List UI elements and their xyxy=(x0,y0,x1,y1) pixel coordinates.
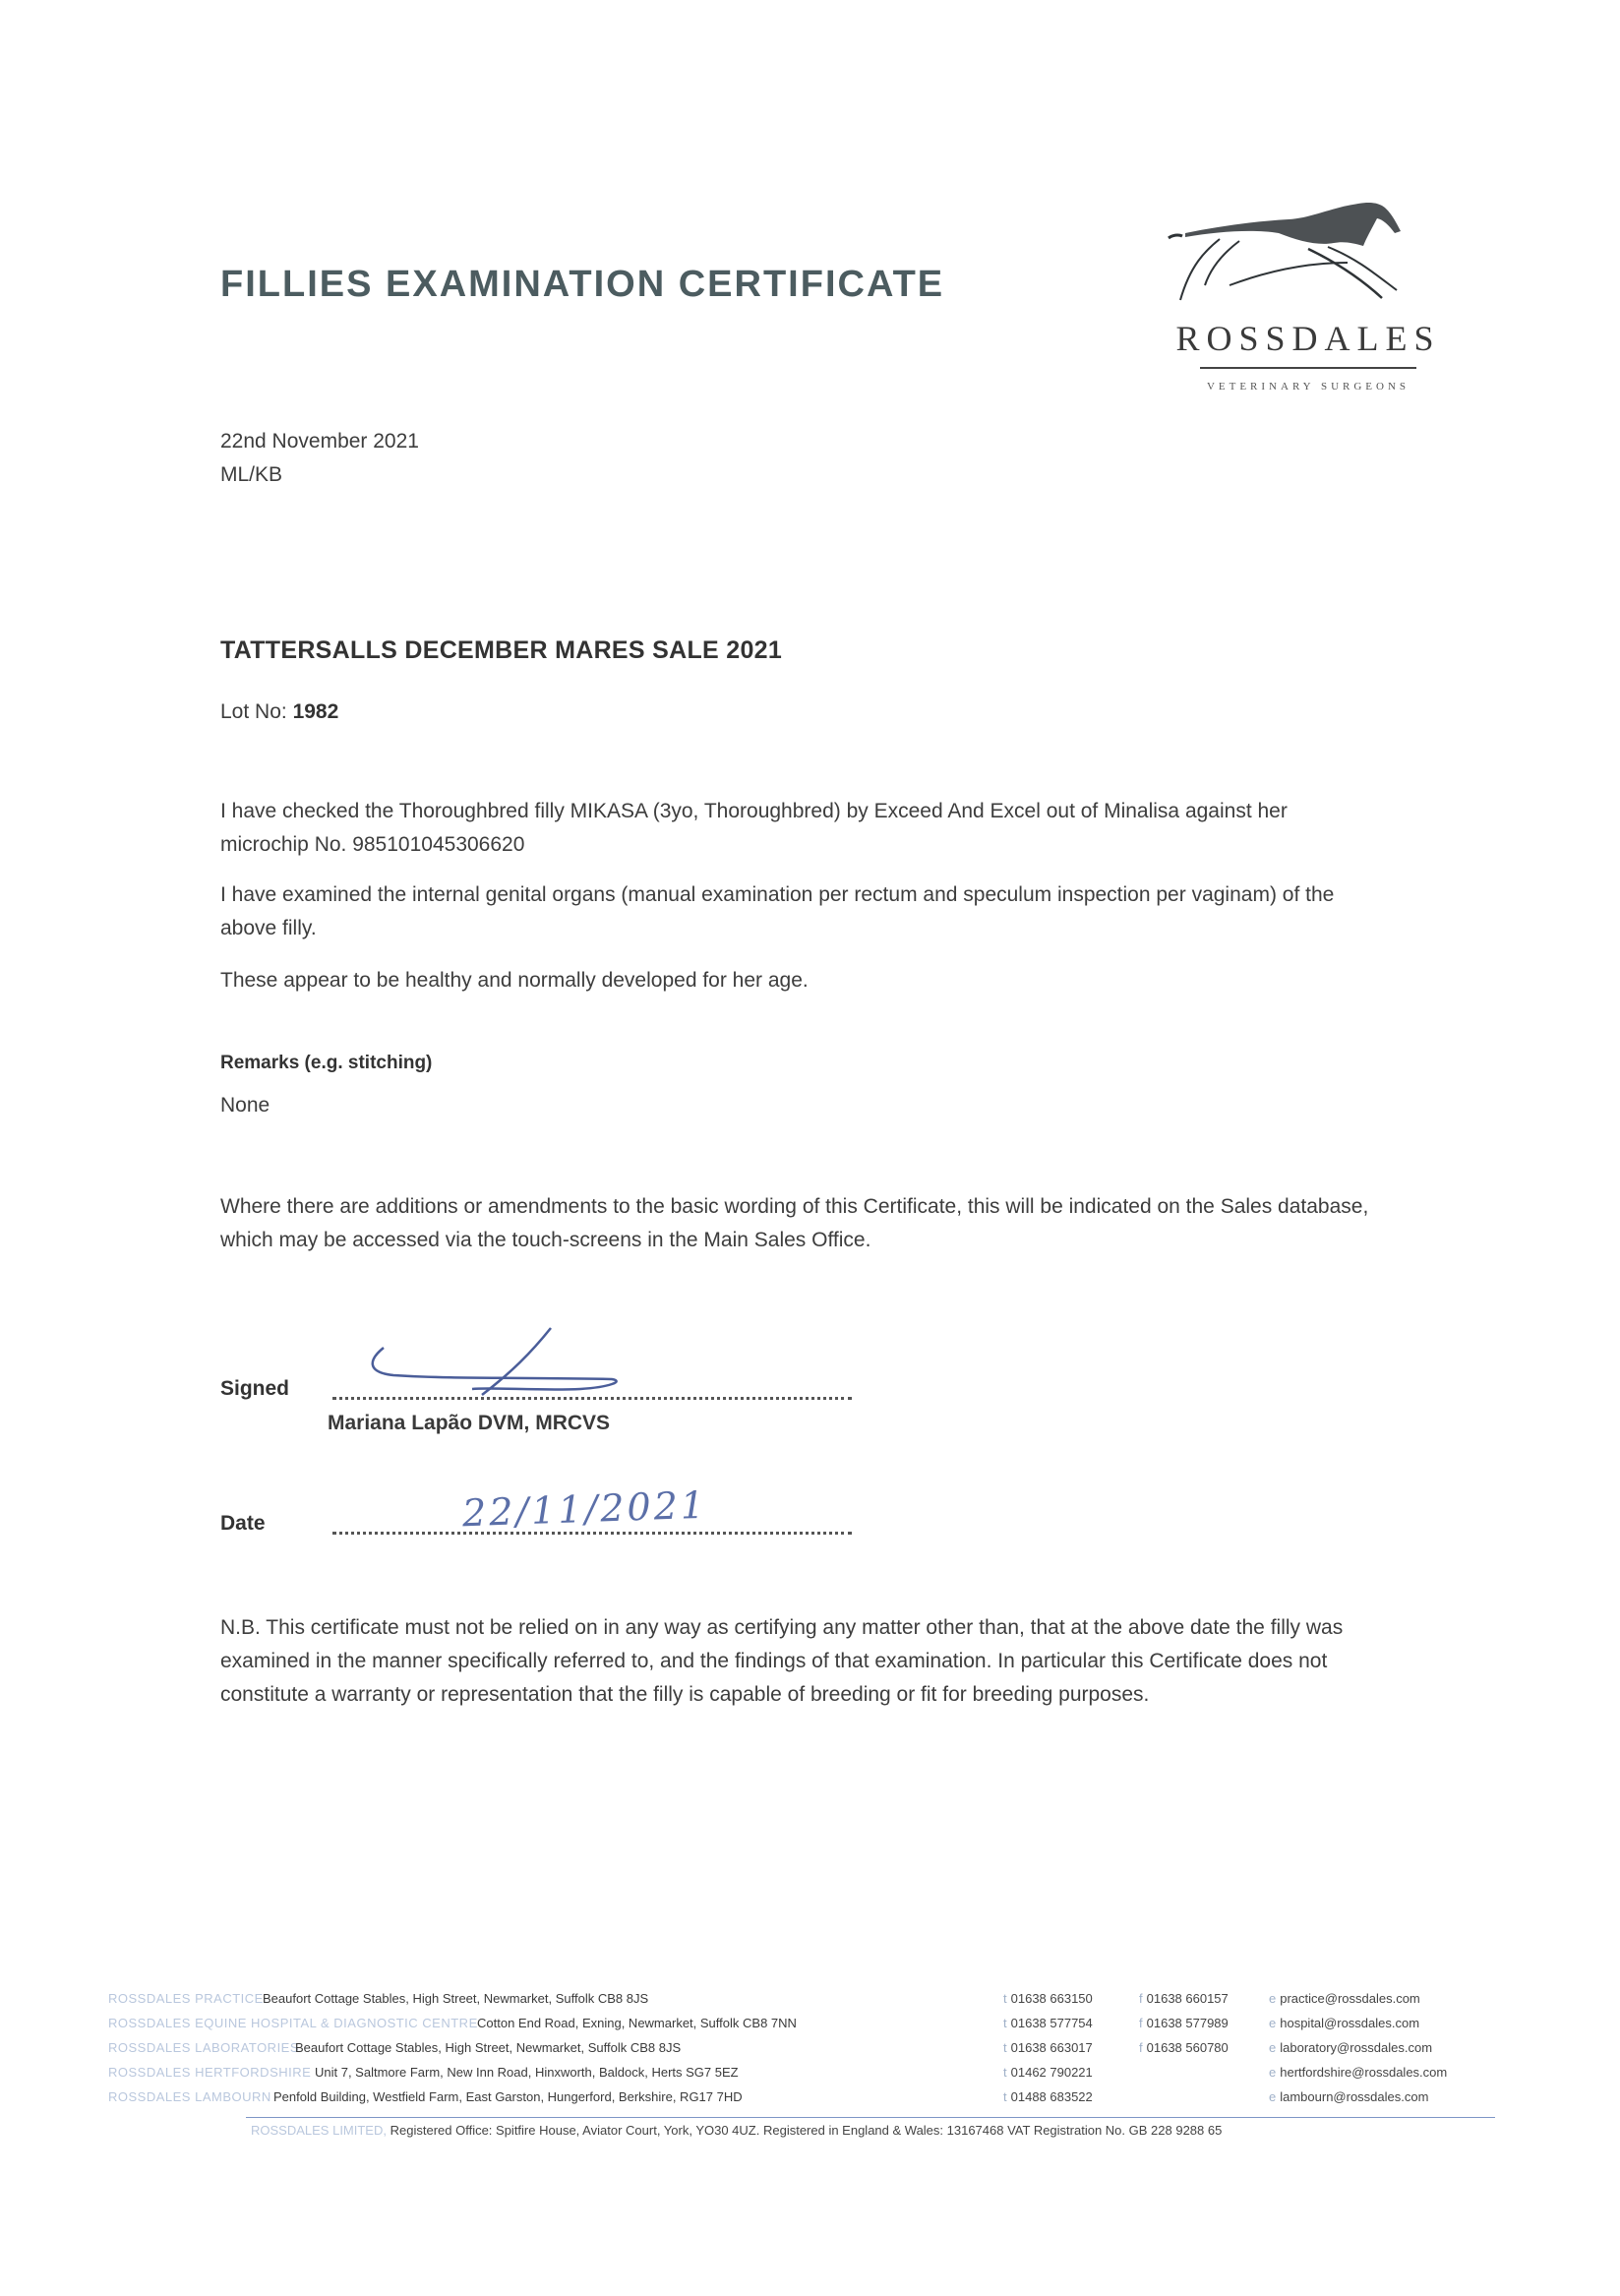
lot-line xyxy=(220,695,338,729)
logo-name: ROSSDALES xyxy=(1175,319,1441,358)
footer-row-address: Cotton End Road, Exning, Newmarket, Suffolk CB8 7NN xyxy=(477,2016,797,2030)
footer-row-address: Penfold Building, Westfield Farm, East Garston, Hungerford, Berkshire, RG17 7HD xyxy=(273,2089,743,2104)
footer-row-name: ROSSDALES EQUINE HOSPITAL & DIAGNOSTIC CENTRE xyxy=(108,2016,478,2030)
examination-paragraph: I have examined the internal genital organs (manual examination per rectum and speculum inspection per vaginam) of the above filly. xyxy=(220,883,1335,939)
signed-label: Signed xyxy=(220,1377,290,1400)
footer-row-email[interactable]: e hertfordshire@rossdales.com xyxy=(1269,2065,1448,2080)
footer-row-name: ROSSDALES LAMBOURN xyxy=(108,2089,271,2104)
rossdales-logo xyxy=(1161,192,1446,403)
sale-title: TATTERSALLS DECEMBER MARES SALE 2021 xyxy=(220,636,783,664)
registered-office xyxy=(251,2123,1222,2138)
footer-divider xyxy=(246,2117,1495,2118)
footer-row-email[interactable]: e lambourn@rossdales.com xyxy=(1269,2089,1429,2104)
certificate-title: FILLIES EXAMINATION CERTIFICATE xyxy=(220,264,945,305)
footer-row xyxy=(108,2016,1505,2035)
findings-paragraph: These appear to be healthy and normally developed for her age. xyxy=(220,969,809,992)
logo-divider xyxy=(1200,367,1416,369)
amendments-paragraph: Where there are additions or amendments to the basic wording of this Certificate, this will be indicated on the Sales database, which may be accessed via the touch-screens in the Main Sales Office. xyxy=(220,1195,1369,1251)
footer-row xyxy=(108,1991,1505,2011)
lot-number: 1982 xyxy=(292,700,339,723)
footer-row-name: ROSSDALES LABORATORIES xyxy=(108,2040,300,2055)
footer-row-email[interactable]: e laboratory@rossdales.com xyxy=(1269,2040,1433,2055)
footer-row xyxy=(108,2065,1505,2085)
footer-row-tel: t 01638 663017 xyxy=(1003,2040,1093,2055)
footer-row-tel: t 01638 663150 xyxy=(1003,1991,1093,2006)
company-name: ROSSDALES LIMITED, xyxy=(251,2123,387,2138)
signature-scribble-icon xyxy=(354,1318,630,1407)
footer-row-address: Unit 7, Saltmore Farm, New Inn Road, Hinxworth, Baldock, Herts SG7 5EZ xyxy=(315,2065,739,2080)
footer-row-address: Beaufort Cottage Stables, High Street, Newmarket, Suffolk CB8 8JS xyxy=(295,2040,682,2055)
footer-row-fax: f 01638 577989 xyxy=(1139,2016,1229,2030)
reference-code: ML/KB xyxy=(220,463,283,486)
footer-row-name: ROSSDALES PRACTICE xyxy=(108,1991,264,2006)
date-reference xyxy=(220,425,419,492)
footer-row-fax: f 01638 560780 xyxy=(1139,2040,1229,2055)
footer-row xyxy=(108,2089,1505,2109)
certificate-date: 22nd November 2021 xyxy=(220,430,419,453)
footer-row xyxy=(108,2040,1505,2060)
microchip-paragraph: I have checked the Thoroughbred filly MIKASA (3yo, Thoroughbred) by Exceed And Excel out of Minalisa against her microchip No. 985101045306620 xyxy=(220,800,1288,856)
date-line xyxy=(332,1532,852,1535)
footer-row-tel: t 01488 683522 xyxy=(1003,2089,1093,2104)
footer-row-name: ROSSDALES HERTFORDSHIRE xyxy=(108,2065,312,2080)
date-label: Date xyxy=(220,1512,266,1535)
handwritten-date: 22/11/2021 xyxy=(461,1482,708,1536)
footer-row-fax: f 01638 660157 xyxy=(1139,1991,1229,2006)
footer-row-email[interactable]: e practice@rossdales.com xyxy=(1269,1991,1420,2006)
disclaimer-note: N.B. This certificate must not be relied on in any way as certifying any matter other than, that at the above date the filly was examined in the manner specifically referred to, and the findings of that examination. In particular this Certificate does not constitute a warranty or representation that the filly is capable of breeding or fit for breeding purposes. xyxy=(220,1616,1344,1706)
horse-logo-icon xyxy=(1161,192,1446,320)
remarks-value: None xyxy=(220,1094,270,1117)
registered-text: Registered Office: Spitfire House, Aviator Court, York, YO30 4UZ. Registered in England & Wales: 13167468 VAT Registration No. GB 228 9288 65 xyxy=(390,2123,1223,2138)
remarks-label: Remarks (e.g. stitching) xyxy=(220,1053,433,1073)
logo-subtitle: VETERINARY SURGEONS xyxy=(1206,381,1410,393)
footer-row-address: Beaufort Cottage Stables, High Street, Newmarket, Suffolk CB8 8JS xyxy=(263,1991,649,2006)
footer-row-email[interactable]: e hospital@rossdales.com xyxy=(1269,2016,1420,2030)
footer-row-tel: t 01462 790221 xyxy=(1003,2065,1093,2080)
lot-label: Lot No: xyxy=(220,700,287,723)
footer-row-tel: t 01638 577754 xyxy=(1003,2016,1093,2030)
signer-name: Mariana Lapão DVM, MRCVS xyxy=(328,1412,611,1434)
